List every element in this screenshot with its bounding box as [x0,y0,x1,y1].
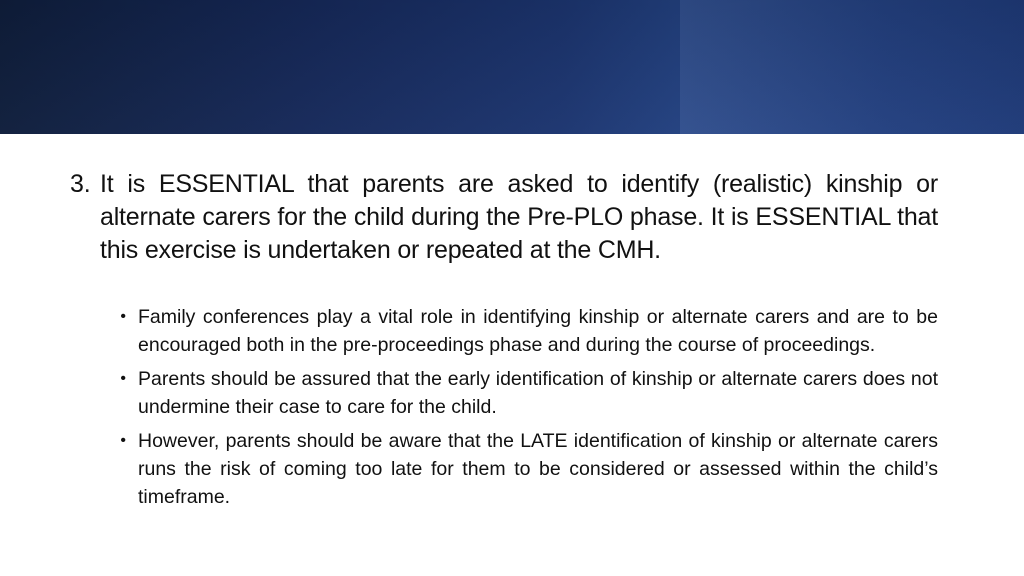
point-number: 3. [70,170,91,198]
header-shade [0,0,1024,134]
bullet-text: Family conferences play a vital role in identifying kinship or alternate carers and are to be encouraged both in the pre-proceedings phase and during the course of proceedings. [138,306,938,356]
point-text: It is ESSENTIAL that parents are asked to identify (realistic) kinship or alternate carers for the child during the Pre-PLO phase. It is ESSENTIAL that this exercise is undertaken or repeated at the CMH. [100,170,938,264]
bullet-text: Parents should be assured that the early identification of kinship or alternate carers does not undermine their case to care for the child. [138,368,938,418]
bullet-icon: • [120,308,126,325]
bullet-list [70,303,938,511]
list-item [70,365,938,421]
bullet-text: However, parents should be aware that the LATE identification of kinship or alternate carers runs the risk of coming too late for them to be considered or assessed within the child’s timeframe. [138,430,938,508]
list-item [70,303,938,359]
list-item [70,427,938,511]
numbered-point [70,168,938,267]
header-band [0,0,1024,134]
slide-content [70,168,938,517]
bullet-icon: • [120,432,126,449]
bullet-icon: • [120,370,126,387]
